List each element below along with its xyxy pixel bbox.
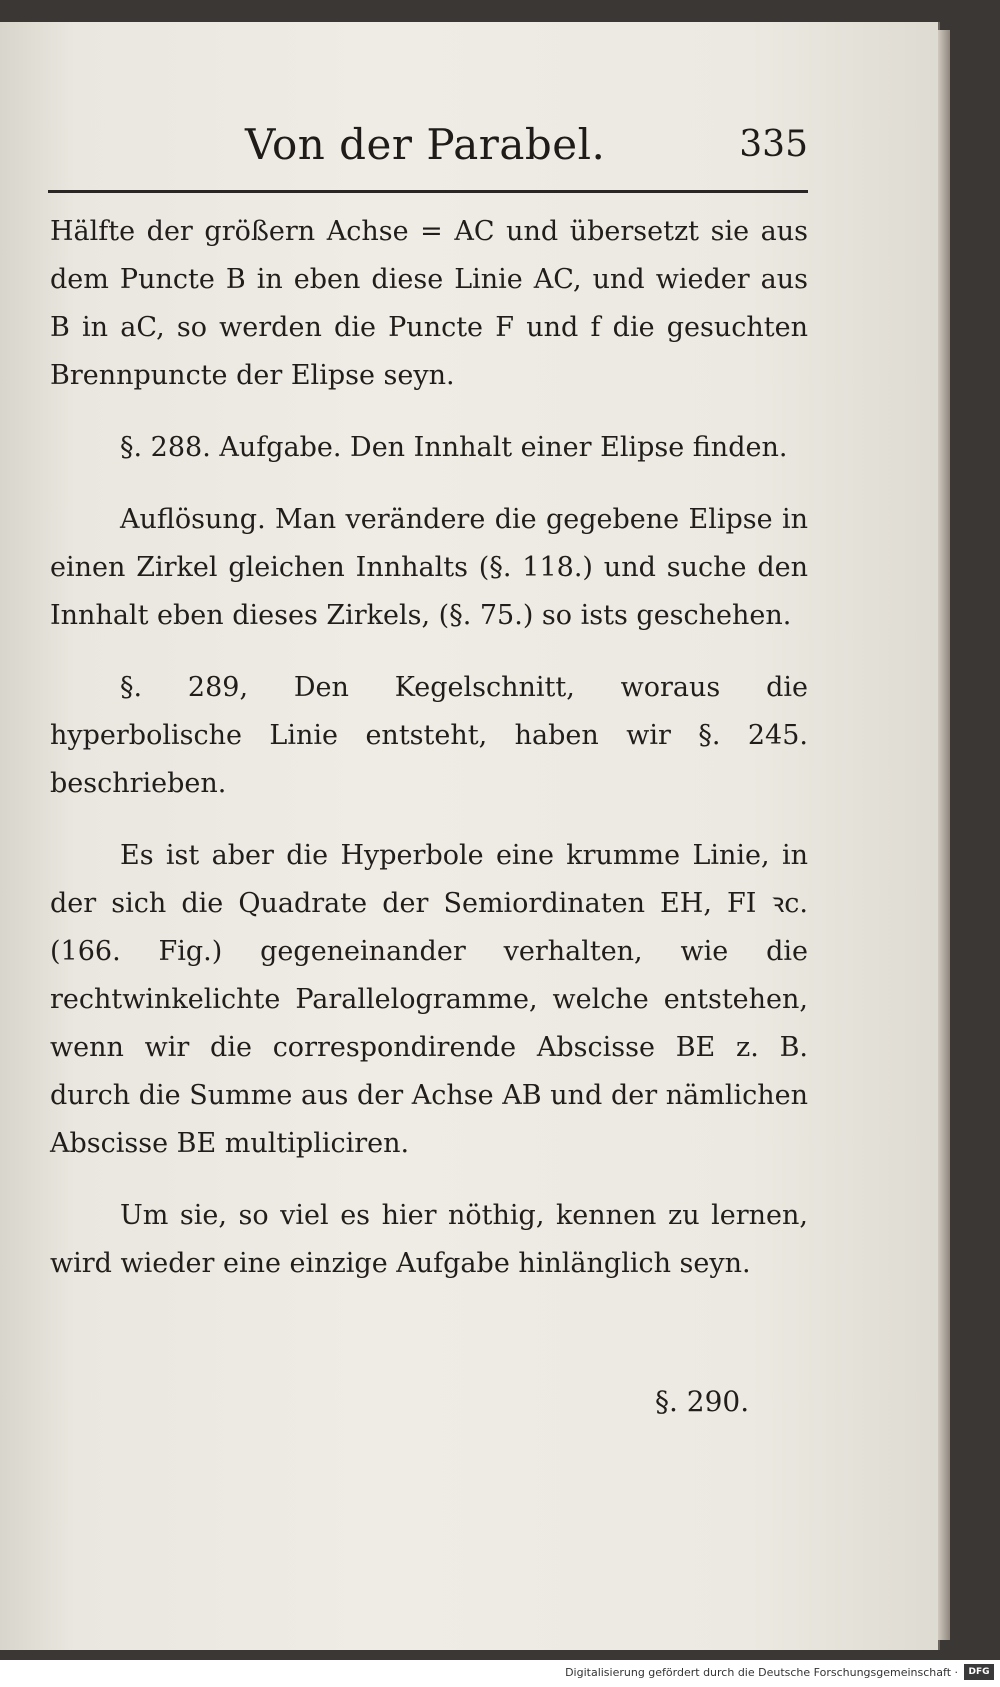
header-rule (48, 190, 808, 193)
footer-bar (0, 1660, 1000, 1687)
running-title: Von der Parabel. (245, 120, 606, 169)
paragraph-288-task: §. 288. Aufgabe. Den Innhalt einer Elipse finden. (120, 432, 788, 463)
dfg-logo: DFG (964, 1664, 994, 1680)
page-number: 335 (739, 124, 808, 165)
footer-credit: Digitalisierung gefördert durch die Deutsche Forschungsgemeinschaft · (565, 1666, 958, 1679)
catchword: §. 290. (655, 1385, 750, 1418)
paragraph-closing: Um sie, so viel es hier nöthig, kennen zu lernen, wird wieder eine einzige Aufgabe hinlänglich seyn. (50, 1200, 808, 1279)
page-header (50, 120, 808, 180)
paragraph-hyperbole: Es ist aber die Hyperbole eine krumme Linie, in der sich die Quadrate der Semiordinaten EH, FI ꝛc. (166. Fig.) gegeneinander verhalten, wie die rechtwinkelichte Parallelogramme, welche entstehen, wenn wir die correspondirende Abscisse BE z. B. durch die Summe aus der Achse AB und der nämlichen Abscisse BE multipliciren. (50, 840, 808, 1159)
paragraph-solution: Auflösung. Man verändere die gegebene Elipse in einen Zirkel gleichen Innhalts (§. 118.) und suche den Innhalt eben dieses Zirkels, (§. 75.) so ists geschehen. (50, 504, 808, 631)
page-edge (938, 30, 950, 1640)
paragraph-289: §. 289, Den Kegelschnitt, woraus die hyperbolische Linie entsteht, haben wir §. 245. beschrieben. (50, 672, 808, 799)
page-body (50, 208, 808, 1312)
paragraph-continuation: Hälfte der größern Achse = AC und übersetzt sie aus dem Puncte B in eben diese Linie AC, und wieder aus B in aC, so werden die Puncte F und f die gesuchten Brennpuncte der Elipse seyn. (50, 216, 808, 391)
